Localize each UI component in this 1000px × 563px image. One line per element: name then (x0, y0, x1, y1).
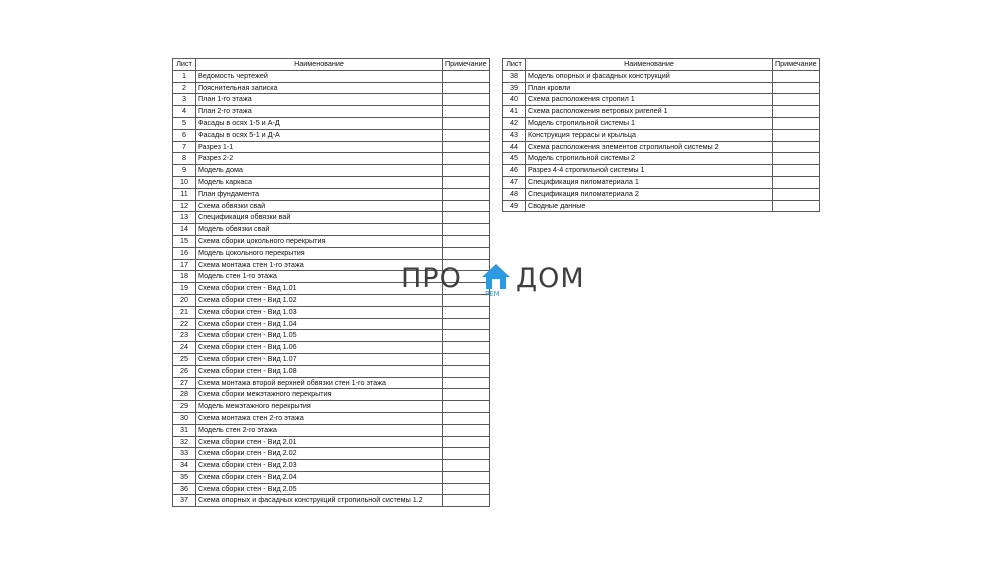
sheet-number: 48 (503, 188, 526, 200)
sheet-name: Схема обвязки свай (196, 200, 443, 212)
sheet-name: Спецификация пиломатериала 1 (526, 176, 773, 188)
table-row (173, 436, 490, 448)
table-row (503, 117, 820, 129)
sheet-note (773, 70, 820, 82)
table-row (173, 306, 490, 318)
sheet-number: 11 (173, 188, 196, 200)
sheet-number: 13 (173, 212, 196, 224)
sheet-number: 15 (173, 235, 196, 247)
sheet-note (443, 235, 490, 247)
sheet-name: Модель опорных и фасадных конструкций (526, 70, 773, 82)
sheet-number: 47 (503, 176, 526, 188)
sheet-name: Модель обвязки свай (196, 224, 443, 236)
header-sheet: Лист (173, 59, 196, 71)
sheet-number: 49 (503, 200, 526, 212)
header-name: Наименование (196, 59, 443, 71)
sheet-name: Схема сборки стен - Вид 1.01 (196, 283, 443, 295)
sheet-note (773, 165, 820, 177)
sheet-number: 22 (173, 318, 196, 330)
table-row (173, 330, 490, 342)
header-note: Примечание (773, 59, 820, 71)
sheet-number: 30 (173, 412, 196, 424)
sheet-name: Схема сборки стен - Вид 2.05 (196, 483, 443, 495)
sheet-number: 6 (173, 129, 196, 141)
house-icon (480, 262, 512, 290)
sheet-number: 1 (173, 70, 196, 82)
sheet-name: Модель стен 2-го этажа (196, 424, 443, 436)
sheet-number: 31 (173, 424, 196, 436)
sheet-number: 42 (503, 117, 526, 129)
table-row (173, 353, 490, 365)
sheet-number: 24 (173, 342, 196, 354)
sheet-number: 28 (173, 389, 196, 401)
sheet-number: 8 (173, 153, 196, 165)
sheet-number: 26 (173, 365, 196, 377)
sheet-name: Схема монтажа второй верхней обвязки стен 1-го этажа (196, 377, 443, 389)
sheet-name: План 1-го этажа (196, 94, 443, 106)
sheet-note (443, 412, 490, 424)
table-row (173, 495, 490, 507)
table-row (503, 176, 820, 188)
sheet-number: 29 (173, 401, 196, 413)
sheet-name: Модель стропильной системы 1 (526, 117, 773, 129)
sheet-name: План кровли (526, 82, 773, 94)
watermark-text-pro: ПРО (401, 263, 462, 294)
sheet-number: 23 (173, 330, 196, 342)
sheet-name: Схема расположения ветровых ригелей 1 (526, 106, 773, 118)
sheet-number: 41 (503, 106, 526, 118)
table-row (173, 412, 490, 424)
sheet-number: 38 (503, 70, 526, 82)
sheet-number: 32 (173, 436, 196, 448)
sheet-number: 25 (173, 353, 196, 365)
sheet-name: Модель цокольного перекрытия (196, 247, 443, 259)
sheet-number: 3 (173, 94, 196, 106)
table-row (173, 389, 490, 401)
sheet-note (773, 153, 820, 165)
sheet-name: Конструкция террасы и крыльца (526, 129, 773, 141)
table-row (173, 448, 490, 460)
sheet-name: Схема сборки стен - Вид 1.08 (196, 365, 443, 377)
sheet-name: Схема расположения элементов стропильной системы 2 (526, 141, 773, 153)
sheet-note (443, 460, 490, 472)
watermark-sub-text: РЕМ (485, 290, 500, 298)
sheet-number: 5 (173, 117, 196, 129)
sheet-note (773, 188, 820, 200)
sheet-note (443, 483, 490, 495)
sheet-note (443, 318, 490, 330)
table-row (503, 165, 820, 177)
sheet-note (443, 448, 490, 460)
sheet-name: Схема сборки стен - Вид 1.02 (196, 294, 443, 306)
sheet-name: Сводные данные (526, 200, 773, 212)
table-row (173, 70, 490, 82)
sheet-name: Спецификация обвязки вай (196, 212, 443, 224)
sheet-name: Модель межэтажного перекрытия (196, 401, 443, 413)
sheet-note (443, 401, 490, 413)
sheet-number: 27 (173, 377, 196, 389)
table-row (173, 176, 490, 188)
sheet-note (773, 106, 820, 118)
sheet-number: 20 (173, 294, 196, 306)
table-row (173, 141, 490, 153)
header-note: Примечание (443, 59, 490, 71)
sheet-name: Схема монтажа стен 2-го этажа (196, 412, 443, 424)
table-row (173, 82, 490, 94)
sheet-name: Схема сборки стен - Вид 1.05 (196, 330, 443, 342)
sheet-number: 33 (173, 448, 196, 460)
sheet-name: Схема сборки стен - Вид 2.02 (196, 448, 443, 460)
sheet-name: Фасады в осях 5-1 и Д-А (196, 129, 443, 141)
sheet-number: 46 (503, 165, 526, 177)
sheet-number: 4 (173, 106, 196, 118)
sheet-name: Схема сборки цокольного перекрытия (196, 235, 443, 247)
sheet-name: Модель каркаса (196, 176, 443, 188)
sheet-note (773, 94, 820, 106)
sheet-number: 19 (173, 283, 196, 295)
sheet-number: 16 (173, 247, 196, 259)
sheet-number: 35 (173, 471, 196, 483)
sheet-name: Схема сборки стен - Вид 2.04 (196, 471, 443, 483)
table-row (173, 235, 490, 247)
sheet-number: 44 (503, 141, 526, 153)
table-row (173, 106, 490, 118)
sheet-number: 39 (503, 82, 526, 94)
sheet-name: Схема сборки стен - Вид 1.06 (196, 342, 443, 354)
table-row (173, 460, 490, 472)
table-row (173, 483, 490, 495)
sheet-name: План фундамента (196, 188, 443, 200)
sheet-number: 34 (173, 460, 196, 472)
sheet-note (773, 129, 820, 141)
sheet-note (443, 342, 490, 354)
sheet-note (443, 330, 490, 342)
sheet-note (443, 94, 490, 106)
table-row (503, 82, 820, 94)
sheet-name: Схема сборки стен - Вид 1.07 (196, 353, 443, 365)
table-row (503, 129, 820, 141)
sheet-name: Модель дома (196, 165, 443, 177)
sheet-number: 7 (173, 141, 196, 153)
sheet-name: План 2-го этажа (196, 106, 443, 118)
sheet-number: 40 (503, 94, 526, 106)
sheet-name: Спецификация пиломатериала 2 (526, 188, 773, 200)
table-row (173, 153, 490, 165)
drawings-list-table-right (502, 58, 820, 212)
sheet-note (443, 200, 490, 212)
table-header-row (173, 59, 490, 71)
table-row (173, 94, 490, 106)
sheet-note (443, 224, 490, 236)
sheet-note (443, 247, 490, 259)
sheet-number: 45 (503, 153, 526, 165)
table-row (173, 471, 490, 483)
table-row (173, 424, 490, 436)
table-row (503, 70, 820, 82)
sheet-note (443, 176, 490, 188)
sheet-note (443, 117, 490, 129)
header-sheet: Лист (503, 59, 526, 71)
table-row (503, 94, 820, 106)
sheet-name: Разрез 2-2 (196, 153, 443, 165)
sheet-note (443, 188, 490, 200)
table-row (503, 188, 820, 200)
sheet-number: 10 (173, 176, 196, 188)
sheet-note (443, 495, 490, 507)
sheet-note (443, 141, 490, 153)
sheet-note (773, 117, 820, 129)
sheet-note (773, 200, 820, 212)
sheet-note (443, 212, 490, 224)
sheet-name: Схема сборки стен - Вид 2.03 (196, 460, 443, 472)
table-row (173, 365, 490, 377)
sheet-name: Модель стен 1-го этажа (196, 271, 443, 283)
sheet-note (443, 377, 490, 389)
table-row (503, 153, 820, 165)
sheet-note (773, 141, 820, 153)
sheet-number: 9 (173, 165, 196, 177)
sheet-number: 21 (173, 306, 196, 318)
sheet-number: 17 (173, 259, 196, 271)
sheet-number: 12 (173, 200, 196, 212)
sheet-note (443, 306, 490, 318)
table-row (173, 247, 490, 259)
sheet-name: Схема сборки стен - Вид 1.03 (196, 306, 443, 318)
sheet-note (443, 436, 490, 448)
sheet-name: Разрез 4-4 стропильной системы 1 (526, 165, 773, 177)
sheet-note (443, 106, 490, 118)
sheet-number: 36 (173, 483, 196, 495)
table-row (503, 200, 820, 212)
table-row (173, 318, 490, 330)
sheet-note (773, 82, 820, 94)
sheet-number: 37 (173, 495, 196, 507)
sheet-name: Схема опорных и фасадных конструкций стропильной системы 1.2 (196, 495, 443, 507)
sheet-note (443, 365, 490, 377)
sheet-note (443, 424, 490, 436)
sheet-name: Схема монтажа стен 1-го этажа (196, 259, 443, 271)
sheet-note (443, 389, 490, 401)
sheet-number: 2 (173, 82, 196, 94)
table-row (173, 117, 490, 129)
sheet-name: Схема расположения стропил 1 (526, 94, 773, 106)
table-row (173, 188, 490, 200)
sheet-number: 18 (173, 271, 196, 283)
table-row (173, 129, 490, 141)
table-row (173, 342, 490, 354)
table-row (173, 224, 490, 236)
sheet-name: Схема сборки межэтажного перекрытия (196, 389, 443, 401)
table-row (503, 141, 820, 153)
table-body-right (503, 70, 820, 212)
watermark-text-dom: ДОМ (516, 263, 585, 294)
sheet-name: Модель стропильной системы 2 (526, 153, 773, 165)
table-row (173, 401, 490, 413)
sheet-note (443, 70, 490, 82)
table-row (173, 212, 490, 224)
sheet-name: Фасады в осях 1-5 и А-Д (196, 117, 443, 129)
table-header-row (503, 59, 820, 71)
sheet-note (443, 153, 490, 165)
sheet-number: 43 (503, 129, 526, 141)
sheet-note (443, 129, 490, 141)
sheet-name: Ведомость чертежей (196, 70, 443, 82)
sheet-name: Разрез 1-1 (196, 141, 443, 153)
sheet-note (443, 471, 490, 483)
header-name: Наименование (526, 59, 773, 71)
sheet-note (443, 82, 490, 94)
sheet-name: Пояснительная записка (196, 82, 443, 94)
table-row (503, 106, 820, 118)
sheet-name: Схема сборки стен - Вид 2.01 (196, 436, 443, 448)
sheet-name: Схема сборки стен - Вид 1.04 (196, 318, 443, 330)
table-row (173, 200, 490, 212)
prodom-watermark-logo (401, 262, 601, 302)
sheet-note (773, 176, 820, 188)
sheet-note (443, 165, 490, 177)
sheet-number: 14 (173, 224, 196, 236)
table-row (173, 377, 490, 389)
table-row (173, 165, 490, 177)
sheet-note (443, 353, 490, 365)
